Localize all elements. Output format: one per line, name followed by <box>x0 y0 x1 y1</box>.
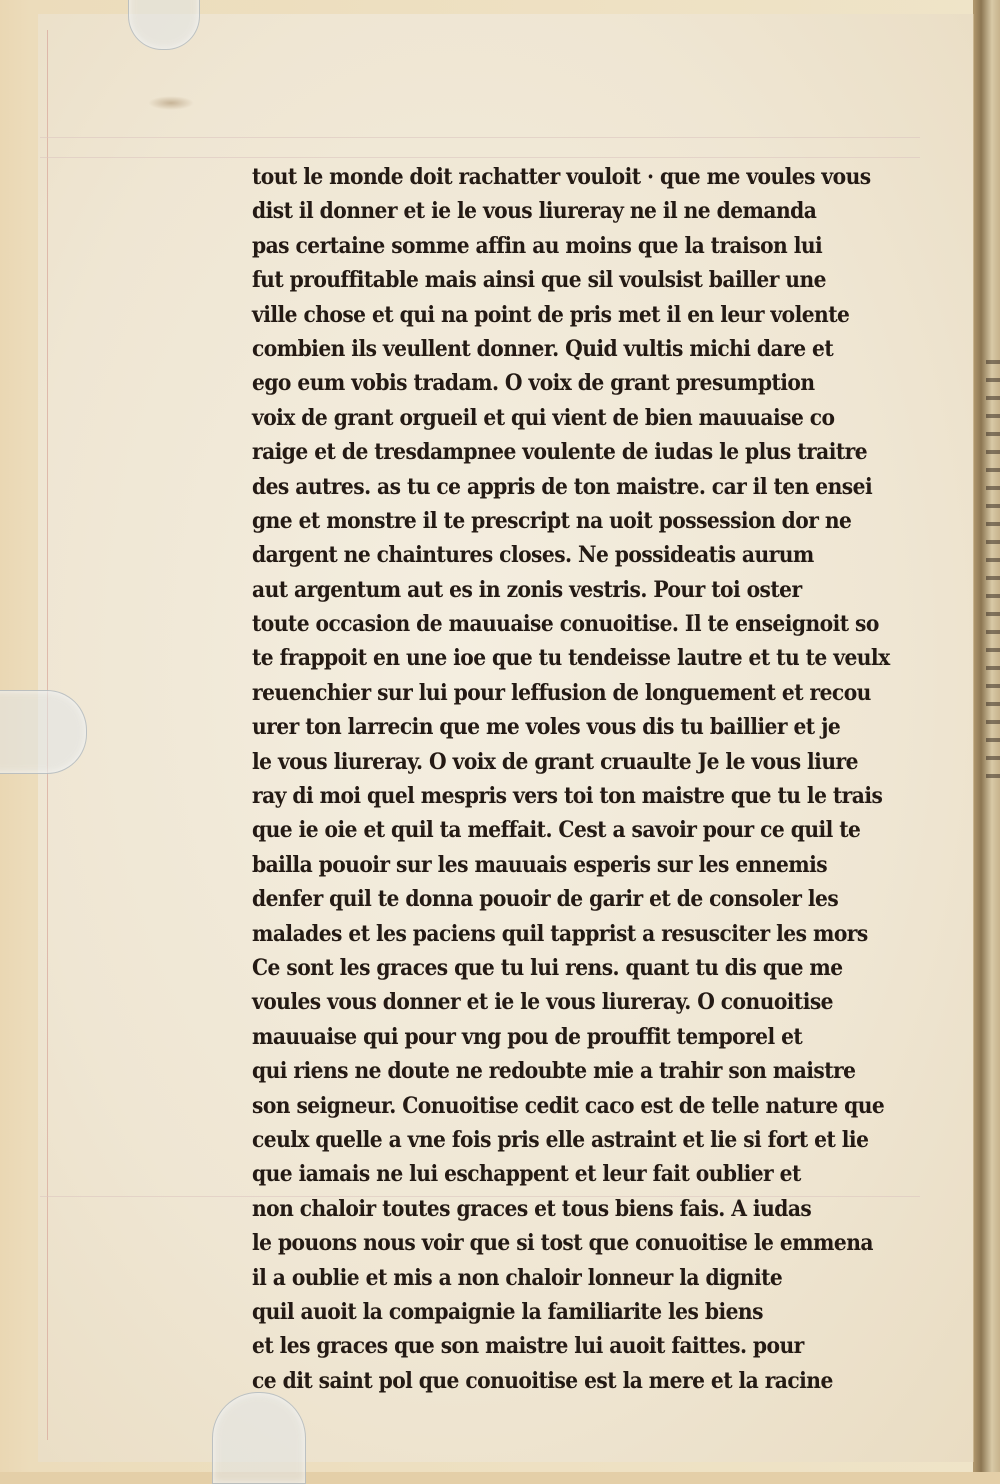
facing-page-text-edge <box>986 360 1000 780</box>
text-line: et les graces que son maistre lui auoit faittes. pour <box>252 1333 804 1360</box>
text-line: urer ton larrecin que me voles vous dis tu baillier et je <box>252 714 841 741</box>
text-line: non chaloir toutes graces et tous biens fais. A iudas <box>252 1195 812 1222</box>
text-line: toute occasion de mauuaise conuoitise. Il te enseignoit so <box>252 611 879 638</box>
text-line: gne et monstre il te prescript na uoit possession dor ne <box>252 507 852 534</box>
text-line: raige et de tresdampnee voulente de iudas le plus traitre <box>252 439 868 466</box>
text-line: te frappoit en une ioe que tu tendeisse lautre et tu te veulx <box>252 645 890 672</box>
text-line: que iamais ne lui eschappent et leur fait oublier et <box>252 1161 801 1188</box>
text-line: ce dit saint pol que conuoitise est la mere et la racine <box>252 1367 833 1394</box>
text-line: il a oublie et mis a non chaloir lonneur la dignite <box>252 1264 783 1291</box>
text-line: denfer quil te donna pouoir de garir et de consoler les <box>252 886 839 913</box>
text-line: des autres. as tu ce appris de ton maistre. car il ten ensei <box>252 473 873 500</box>
page-clip-left <box>0 690 87 774</box>
text-line: mauuaise qui pour vng pou de prouffit temporel et <box>252 1023 803 1050</box>
text-line: malades et les paciens quil tapprist a resusciter les mors <box>252 920 868 947</box>
text-line: quil auoit la compaignie la familiarite les biens <box>252 1298 763 1325</box>
ruling-line <box>40 157 920 158</box>
text-line: tout le monde doit rachatter vouloit · que me voules vous <box>252 164 871 190</box>
page-clip-bottom <box>212 1392 306 1484</box>
text-line: ceulx quelle a vne fois pris elle astraint et lie si fort et lie <box>252 1126 869 1153</box>
text-line: le vous liureray. O voix de grant cruaulte Je le vous liure <box>252 748 858 775</box>
text-line: ego eum vobis tradam. O voix de grant presumption <box>252 370 815 397</box>
text-line: le pouons nous voir que si tost que conuoitise le emmena <box>252 1230 873 1257</box>
text-line: dargent ne chaintures closes. Ne possideatis aurum <box>252 542 814 569</box>
text-line: que ie oie et quil ta meffait. Cest a savoir pour ce quil te <box>252 817 861 844</box>
text-line: voules vous donner et ie le vous liureray. O conuoitise <box>252 989 834 1016</box>
text-line: qui riens ne doute ne redoubte mie a trahir son maistre <box>252 1058 856 1085</box>
text-line: reuenchier sur lui pour leffusion de longuement et recou <box>252 679 871 706</box>
manuscript-text-block <box>252 160 892 1398</box>
text-line: son seigneur. Conuoitise cedit caco est de telle nature que <box>252 1092 885 1119</box>
text-line: dist il donner et ie le vous liureray ne il ne demanda <box>252 198 817 225</box>
ruling-line <box>40 137 920 138</box>
text-line: Ce sont les graces que tu lui rens. quant tu dis que me <box>252 954 843 981</box>
text-line: combien ils veullent donner. Quid vultis michi dare et <box>252 335 834 362</box>
text-line: aut argentum aut es in zonis vestris. Pour toi oster <box>252 576 802 603</box>
text-line: fut prouffitable mais ainsi que sil voulsist bailler une <box>252 267 826 294</box>
text-line: ville chose et qui na point de pris met il en leur volente <box>252 301 850 328</box>
text-line: voix de grant orgueil et qui vient de bien mauuaise co <box>252 404 835 431</box>
text-line: bailla pouoir sur les mauuais esperis sur les ennemis <box>252 851 828 878</box>
text-line: ray di moi quel mespris vers toi ton maistre que tu le trais <box>252 783 883 810</box>
text-line: pas certaine somme affin au moins que la traison lui <box>252 232 823 259</box>
ink-stain <box>148 96 194 110</box>
